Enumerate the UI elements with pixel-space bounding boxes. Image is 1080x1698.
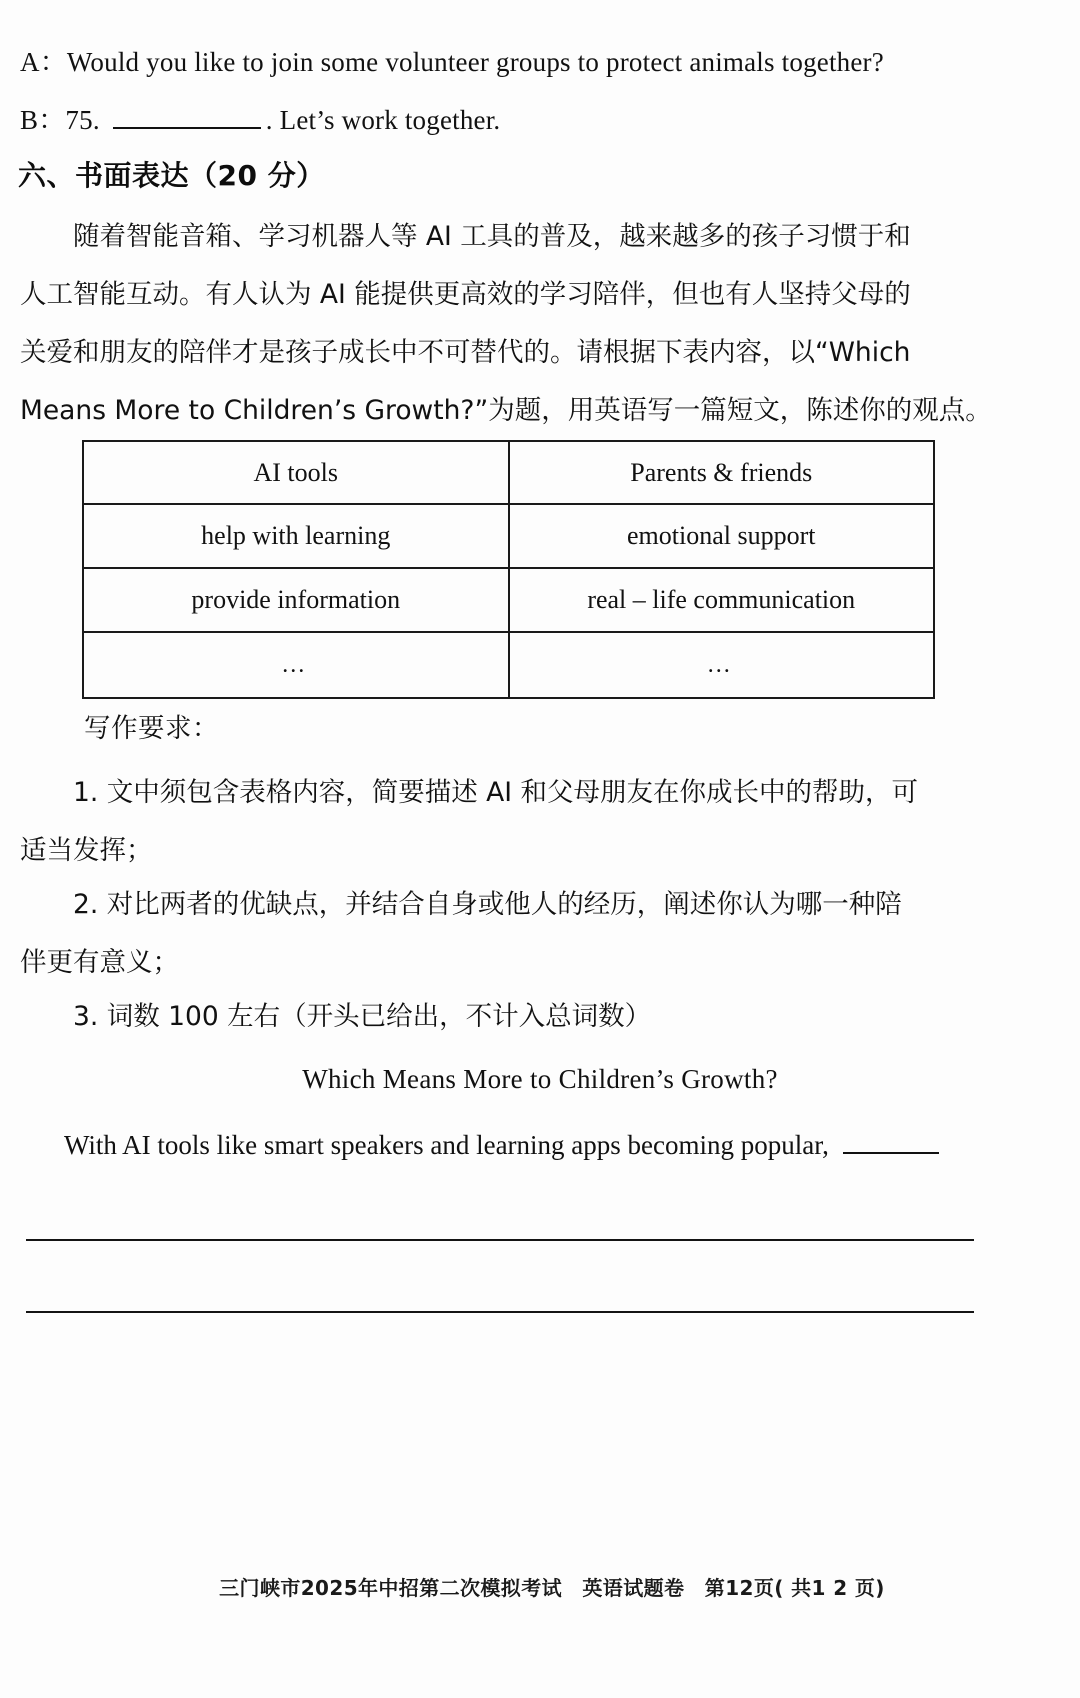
requirements-title bbox=[84, 702, 1080, 756]
answer-blank-75[interactable] bbox=[113, 107, 261, 129]
question-number-75: 75. bbox=[65, 105, 100, 135]
table-row bbox=[83, 632, 934, 698]
requirement-text: 3. 词数 100 左右（开头已给出，不计入总词数） bbox=[20, 1001, 652, 1032]
requirement-item-3 bbox=[20, 990, 1060, 1044]
requirement-text: 伴更有意义； bbox=[20, 947, 179, 978]
table-header-row bbox=[83, 441, 934, 504]
requirement-text: 2. 对比两者的优缺点，并结合自身或他人的经历，阐述你认为哪一种陪 bbox=[20, 889, 902, 920]
requirement-item-1-cont bbox=[20, 824, 1060, 878]
prompt-table-wrapper bbox=[82, 440, 935, 699]
page-footer bbox=[14, 1554, 1066, 1619]
section-heading bbox=[18, 154, 325, 194]
essay-opening-line bbox=[64, 1130, 939, 1161]
table-cell: provide information bbox=[83, 568, 509, 632]
table-cell: real – life communication bbox=[509, 568, 935, 632]
table-header-cell-parents-friends: Parents & friends bbox=[509, 441, 935, 504]
dialogue-line-a bbox=[20, 40, 884, 79]
answer-ruled-line[interactable] bbox=[26, 1311, 974, 1313]
requirement-item-2 bbox=[20, 878, 1060, 932]
prompt-line: 人工智能互动。有人认为 AI 能提供更高效的学习陪伴，但也有人坚持父母的 bbox=[20, 279, 911, 310]
requirement-text: 适当发挥； bbox=[20, 835, 153, 866]
table-row bbox=[83, 568, 934, 632]
essay-title bbox=[14, 1064, 1066, 1095]
table-cell: help with learning bbox=[83, 504, 509, 568]
requirements-title-text: 写作要求： bbox=[84, 713, 219, 744]
speaker-b-label: B： bbox=[20, 105, 66, 135]
table-cell-ellipsis: … bbox=[509, 632, 935, 698]
prompt-line: 关爱和朋友的陪伴才是孩子成长中不可替代的。请根据下表内容，以“Which bbox=[20, 337, 911, 368]
requirement-item-2-cont bbox=[20, 936, 1060, 990]
requirement-item-1 bbox=[20, 766, 1060, 820]
table-cell: emotional support bbox=[509, 504, 935, 568]
prompt-table bbox=[82, 440, 935, 699]
essay-writing-blank[interactable] bbox=[843, 1134, 939, 1154]
prompt-line: Means More to Children’s Growth?”为题，用英语写一篇短文，陈述你的观点。 bbox=[20, 395, 992, 426]
prompt-line: 随着智能音箱、学习机器人等 AI 工具的普及，越来越多的孩子习惯于和 bbox=[20, 221, 911, 252]
essay-opening-text: With AI tools like smart speakers and learning apps becoming popular, bbox=[64, 1130, 829, 1160]
table-header-cell-ai-tools: AI tools bbox=[83, 441, 509, 504]
section-heading-text: 六、书面表达（20 分） bbox=[18, 159, 325, 192]
essay-title-text: Which Means More to Children’s Growth? bbox=[302, 1064, 778, 1094]
answer-ruled-line[interactable] bbox=[26, 1239, 974, 1241]
requirement-text: 1. 文中须包含表格内容，简要描述 AI 和父母朋友在你成长中的帮助，可 bbox=[20, 777, 918, 808]
dialogue-line-b bbox=[20, 98, 500, 137]
table-cell-ellipsis: … bbox=[83, 632, 509, 698]
speaker-a-label: A： bbox=[20, 47, 67, 77]
footer-text: 三门峡市2025年中招第二次模拟考试 英语试题卷 第12页( 共1 2 页) bbox=[219, 1576, 885, 1600]
writing-prompt bbox=[20, 208, 1060, 440]
speaker-b-text: . Let’s work together. bbox=[265, 105, 501, 135]
table-row bbox=[83, 504, 934, 568]
speaker-a-text: Would you like to join some volunteer groups to protect animals together? bbox=[66, 47, 884, 77]
